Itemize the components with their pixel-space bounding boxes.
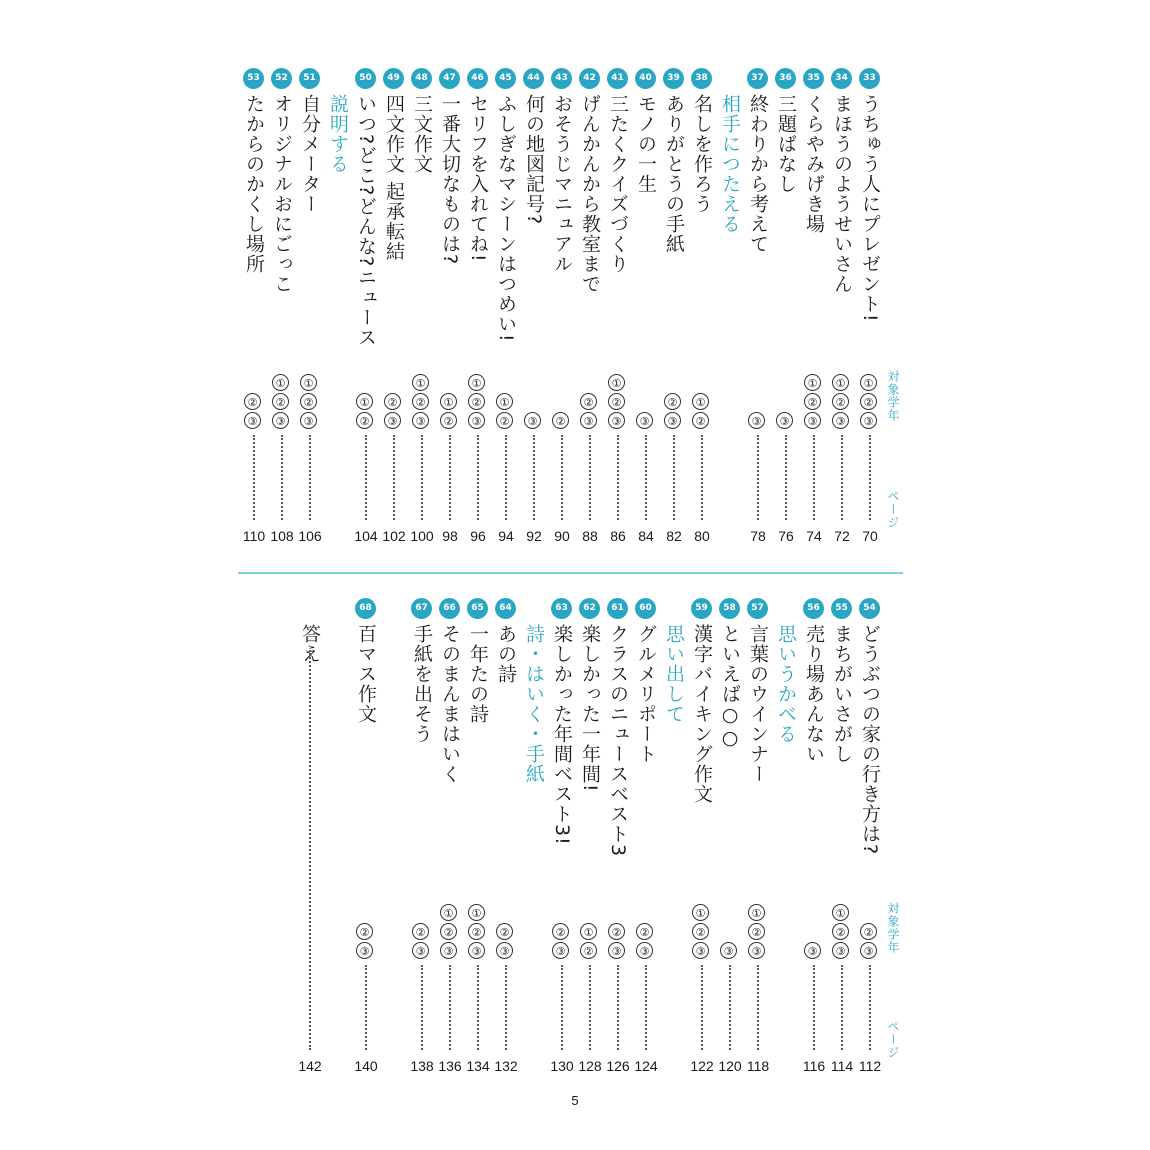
page-number: 5 bbox=[571, 1093, 579, 1108]
grade-2-mark: ② bbox=[608, 393, 625, 410]
toc-entry bbox=[857, 60, 883, 560]
grade-3-mark: ③ bbox=[412, 412, 429, 429]
section-title: 思い出して bbox=[663, 624, 685, 724]
grade-2-mark: ② bbox=[244, 393, 261, 410]
grade-3-mark: ③ bbox=[804, 942, 821, 959]
leader-dots bbox=[365, 965, 367, 1050]
page-ref: 82 bbox=[666, 528, 682, 544]
section-title: 相手につたえる bbox=[719, 94, 741, 234]
grade-3-mark: ③ bbox=[440, 942, 457, 959]
leader-dots bbox=[841, 965, 843, 1050]
section-title: 思いうかべる bbox=[775, 624, 797, 744]
toc-entry bbox=[241, 60, 267, 560]
leader-dots bbox=[309, 435, 311, 520]
grade-1-mark: ① bbox=[356, 393, 373, 410]
page-ref: 108 bbox=[270, 528, 294, 544]
entry-number-badge: 44 bbox=[523, 68, 544, 89]
entry-title: 言葉のウインナー bbox=[747, 624, 769, 784]
leader-dots bbox=[729, 965, 731, 1050]
entry-title: 三題ばなし bbox=[775, 94, 797, 194]
entry-number-badge: 53 bbox=[243, 68, 264, 89]
section-divider bbox=[238, 572, 903, 574]
section-heading bbox=[717, 60, 743, 560]
leader-dots bbox=[505, 965, 507, 1050]
page-ref: 84 bbox=[638, 528, 654, 544]
grade-3-mark: ③ bbox=[552, 942, 569, 959]
entry-title: 手紙を出そう bbox=[411, 624, 433, 744]
leader-dots bbox=[673, 435, 675, 520]
entry-title: 一番大切なものは? bbox=[439, 94, 461, 266]
section-title: 詩・はいく・手紙 bbox=[523, 624, 545, 784]
page-ref: 112 bbox=[858, 1058, 882, 1074]
page-ref: 92 bbox=[526, 528, 542, 544]
entry-title: 売り場あんない bbox=[803, 624, 825, 764]
grade-1-mark: ① bbox=[272, 374, 289, 391]
page-ref: 96 bbox=[470, 528, 486, 544]
entry-title: 楽しかった年間ベスト3! bbox=[551, 624, 573, 846]
entry-title: 一年たの詩 bbox=[467, 624, 489, 724]
leader-dots bbox=[589, 965, 591, 1050]
entry-title: オリジナルおにごっこ bbox=[271, 94, 293, 294]
entry-number-badge: 48 bbox=[411, 68, 432, 89]
grade-2-mark: ② bbox=[580, 942, 597, 959]
grade-1-mark: ① bbox=[860, 374, 877, 391]
grade-2-mark: ② bbox=[300, 393, 317, 410]
page-ref: 136 bbox=[438, 1058, 462, 1074]
grade-2-mark: ② bbox=[664, 393, 681, 410]
entry-number-badge: 64 bbox=[495, 598, 516, 619]
leader-dots bbox=[505, 435, 507, 520]
page-ref: 142 bbox=[298, 1058, 322, 1074]
grade-3-mark: ③ bbox=[748, 412, 765, 429]
entry-number-badge: 65 bbox=[467, 598, 488, 619]
toc-entry bbox=[381, 60, 407, 560]
entry-title: あの詩 bbox=[495, 624, 517, 684]
entry-number-badge: 49 bbox=[383, 68, 404, 89]
toc-entry bbox=[521, 60, 547, 560]
leader-dots bbox=[561, 965, 563, 1050]
leader-dots bbox=[617, 965, 619, 1050]
page-ref: 74 bbox=[806, 528, 822, 544]
entry-number-badge: 45 bbox=[495, 68, 516, 89]
toc-entry bbox=[437, 590, 463, 1090]
leader-dots bbox=[701, 435, 703, 520]
grade-2-mark: ② bbox=[356, 412, 373, 429]
page-ref: 130 bbox=[550, 1058, 574, 1074]
leader-dots bbox=[617, 435, 619, 520]
toc-entry bbox=[409, 590, 435, 1090]
page-ref: 110 bbox=[242, 528, 266, 544]
leader-dots bbox=[477, 435, 479, 520]
entry-title: 名しを作ろう bbox=[691, 94, 713, 214]
toc-entry bbox=[493, 590, 519, 1090]
grade-1-mark: ① bbox=[748, 904, 765, 921]
page-ref: 128 bbox=[578, 1058, 602, 1074]
toc-entry bbox=[353, 590, 379, 1090]
entry-number-badge: 38 bbox=[691, 68, 712, 89]
toc-entry bbox=[605, 590, 631, 1090]
grade-1-mark: ① bbox=[832, 904, 849, 921]
page-ref: 102 bbox=[382, 528, 406, 544]
page-ref: 124 bbox=[634, 1058, 658, 1074]
grade-1-mark: ① bbox=[412, 374, 429, 391]
grade-2-mark: ② bbox=[832, 393, 849, 410]
grade-3-mark: ③ bbox=[748, 942, 765, 959]
grade-2-mark: ② bbox=[580, 393, 597, 410]
leader-dots bbox=[813, 435, 815, 520]
entry-title: 三文作文 bbox=[411, 94, 433, 174]
answers-entry bbox=[297, 590, 323, 1090]
grade-3-mark: ③ bbox=[636, 412, 653, 429]
toc-entry bbox=[577, 590, 603, 1090]
toc-entry bbox=[689, 60, 715, 560]
grade-2-mark: ② bbox=[412, 923, 429, 940]
page-ref: 106 bbox=[298, 528, 322, 544]
grade-2-mark: ② bbox=[692, 412, 709, 429]
entry-title: たからのかくし場所 bbox=[243, 94, 265, 274]
page-header: ページ bbox=[886, 1020, 900, 1059]
toc-entry bbox=[773, 60, 799, 560]
grade-3-mark: ③ bbox=[664, 412, 681, 429]
grade-2-mark: ② bbox=[440, 412, 457, 429]
toc-entry bbox=[297, 60, 323, 560]
grade-3-mark: ③ bbox=[300, 412, 317, 429]
page-ref: 86 bbox=[610, 528, 626, 544]
grade-3-mark: ③ bbox=[804, 412, 821, 429]
section-heading bbox=[325, 60, 351, 560]
leader-dots bbox=[645, 435, 647, 520]
entry-title: げんかんから教室まで bbox=[579, 94, 601, 294]
entry-number-badge: 46 bbox=[467, 68, 488, 89]
entry-title: セリフを入れてね! bbox=[467, 94, 489, 263]
grade-3-mark: ③ bbox=[776, 412, 793, 429]
grade-2-mark: ② bbox=[272, 393, 289, 410]
grade-1-mark: ① bbox=[804, 374, 821, 391]
leader-dots bbox=[757, 435, 759, 520]
toc-entry bbox=[633, 60, 659, 560]
entry-title: 三たくクイズづくり bbox=[607, 94, 629, 274]
grade-3-mark: ③ bbox=[412, 942, 429, 959]
grade-2-mark: ② bbox=[748, 923, 765, 940]
grade-2-mark: ② bbox=[496, 412, 513, 429]
entry-number-badge: 34 bbox=[831, 68, 852, 89]
leader-dots bbox=[421, 965, 423, 1050]
grade-3-mark: ③ bbox=[636, 942, 653, 959]
toc-bottom-half bbox=[0, 590, 1150, 1090]
entry-number-badge: 63 bbox=[551, 598, 572, 619]
toc-entry bbox=[857, 590, 883, 1090]
grade-3-mark: ③ bbox=[608, 942, 625, 959]
toc-entry bbox=[689, 590, 715, 1090]
entry-title: 何の地図記号? bbox=[523, 94, 545, 226]
page-ref: 70 bbox=[862, 528, 878, 544]
entry-number-badge: 42 bbox=[579, 68, 600, 89]
leader-dots bbox=[841, 435, 843, 520]
page-ref: 104 bbox=[354, 528, 378, 544]
toc-entry bbox=[633, 590, 659, 1090]
grade-2-mark: ② bbox=[608, 923, 625, 940]
grade-2-mark: ② bbox=[384, 393, 401, 410]
entry-title: クラスのニュースベスト3 bbox=[607, 624, 629, 858]
grade-2-mark: ② bbox=[468, 923, 485, 940]
toc-entry bbox=[465, 590, 491, 1090]
entry-title: まちがいさがし bbox=[831, 624, 853, 764]
page-ref: 134 bbox=[466, 1058, 490, 1074]
section-heading bbox=[521, 590, 547, 1090]
leader-dots bbox=[785, 435, 787, 520]
page-ref: 88 bbox=[582, 528, 598, 544]
grade-1-mark: ① bbox=[608, 374, 625, 391]
page-ref: 76 bbox=[778, 528, 794, 544]
page-header: ページ bbox=[886, 490, 900, 529]
toc-entry bbox=[437, 60, 463, 560]
entry-title: どうぶつの家の行き方は? bbox=[859, 624, 881, 856]
entry-title: うちゅう人にプレゼント! bbox=[859, 94, 881, 323]
entry-number-badge: 37 bbox=[747, 68, 768, 89]
grade-3-mark: ③ bbox=[860, 412, 877, 429]
grade-2-mark: ② bbox=[860, 393, 877, 410]
toc-entry bbox=[549, 60, 575, 560]
grade-3-mark: ③ bbox=[384, 412, 401, 429]
toc-entry bbox=[801, 590, 827, 1090]
grade-2-mark: ② bbox=[412, 393, 429, 410]
entry-number-badge: 39 bbox=[663, 68, 684, 89]
toc-entry bbox=[409, 60, 435, 560]
grade-2-mark: ② bbox=[496, 923, 513, 940]
leader-dots bbox=[449, 435, 451, 520]
page-ref: 140 bbox=[354, 1058, 378, 1074]
entry-number-badge: 61 bbox=[607, 598, 628, 619]
entry-number-badge: 52 bbox=[271, 68, 292, 89]
entry-number-badge: 59 bbox=[691, 598, 712, 619]
grade-3-mark: ③ bbox=[580, 412, 597, 429]
grade-1-mark: ① bbox=[300, 374, 317, 391]
entry-title: おそうじマニュアル bbox=[551, 94, 573, 274]
toc-entry bbox=[717, 590, 743, 1090]
toc-entry bbox=[269, 60, 295, 560]
entry-number-badge: 51 bbox=[299, 68, 320, 89]
grade-1-mark: ① bbox=[468, 374, 485, 391]
leader-dots bbox=[757, 965, 759, 1050]
toc-entry bbox=[353, 60, 379, 560]
section-heading bbox=[661, 590, 687, 1090]
grade-3-mark: ③ bbox=[832, 412, 849, 429]
page-ref: 126 bbox=[606, 1058, 630, 1074]
entry-title: まほうのようせいさん bbox=[831, 94, 853, 294]
grade-header: 対象学年 bbox=[886, 902, 900, 954]
grade-3-mark: ③ bbox=[468, 412, 485, 429]
leader-dots bbox=[645, 965, 647, 1050]
grade-3-mark: ③ bbox=[524, 412, 541, 429]
page-ref: 72 bbox=[834, 528, 850, 544]
grade-2-mark: ② bbox=[692, 923, 709, 940]
entry-number-badge: 67 bbox=[411, 598, 432, 619]
grade-3-mark: ③ bbox=[272, 412, 289, 429]
leader-dots bbox=[253, 435, 255, 520]
grade-1-mark: ① bbox=[692, 904, 709, 921]
entry-number-badge: 47 bbox=[439, 68, 460, 89]
toc-entry bbox=[745, 60, 771, 560]
entry-title: 漢字バイキング作文 bbox=[691, 624, 713, 804]
grade-2-mark: ② bbox=[860, 923, 877, 940]
leader-dots bbox=[281, 435, 283, 520]
entry-number-badge: 58 bbox=[719, 598, 740, 619]
grade-1-mark: ① bbox=[692, 393, 709, 410]
grade-2-mark: ② bbox=[440, 923, 457, 940]
entry-number-badge: 35 bbox=[803, 68, 824, 89]
page-ref: 80 bbox=[694, 528, 710, 544]
leader-dots bbox=[813, 965, 815, 1050]
toc-entry bbox=[549, 590, 575, 1090]
page-ref: 94 bbox=[498, 528, 514, 544]
grade-2-mark: ② bbox=[832, 923, 849, 940]
entry-title: 百マス作文 bbox=[355, 624, 377, 724]
grade-1-mark: ① bbox=[440, 904, 457, 921]
entry-number-badge: 68 bbox=[355, 598, 376, 619]
leader-dots bbox=[365, 435, 367, 520]
page-ref: 120 bbox=[718, 1058, 742, 1074]
toc-entry bbox=[577, 60, 603, 560]
page-ref: 90 bbox=[554, 528, 570, 544]
leader-dots bbox=[393, 435, 395, 520]
entry-number-badge: 33 bbox=[859, 68, 880, 89]
page-ref: 100 bbox=[410, 528, 434, 544]
entry-title: くらやみげき場 bbox=[803, 94, 825, 234]
toc-top-half bbox=[0, 60, 1150, 560]
grade-3-mark: ③ bbox=[244, 412, 261, 429]
entry-title: いつ?どこ?どんな?ニュース bbox=[355, 94, 377, 348]
grade-header: 対象学年 bbox=[886, 370, 900, 422]
entry-title: グルメリポート bbox=[635, 624, 657, 764]
toc-entry bbox=[605, 60, 631, 560]
grade-1-mark: ① bbox=[832, 374, 849, 391]
grade-3-mark: ③ bbox=[356, 942, 373, 959]
entry-number-badge: 50 bbox=[355, 68, 376, 89]
entry-title: そのまんまはいく bbox=[439, 624, 461, 784]
page-ref: 122 bbox=[690, 1058, 714, 1074]
grade-3-mark: ③ bbox=[608, 412, 625, 429]
leader-dots bbox=[869, 435, 871, 520]
entry-number-badge: 57 bbox=[747, 598, 768, 619]
section-heading bbox=[773, 590, 799, 1090]
toc-entry bbox=[829, 60, 855, 560]
grade-2-mark: ② bbox=[552, 412, 569, 429]
toc-entry bbox=[745, 590, 771, 1090]
grade-2-mark: ② bbox=[468, 393, 485, 410]
grade-3-mark: ③ bbox=[468, 942, 485, 959]
entry-number-badge: 56 bbox=[803, 598, 824, 619]
entry-title: 自分メーター bbox=[299, 94, 321, 214]
leader-dots bbox=[869, 965, 871, 1050]
entry-number-badge: 55 bbox=[831, 598, 852, 619]
grade-1-mark: ① bbox=[496, 393, 513, 410]
entry-title: 答え bbox=[299, 624, 321, 664]
entry-number-badge: 54 bbox=[859, 598, 880, 619]
leader-dots bbox=[701, 965, 703, 1050]
entry-title: 楽しかった一年間! bbox=[579, 624, 601, 793]
entry-title: といえば○○ bbox=[719, 624, 741, 750]
entry-number-badge: 41 bbox=[607, 68, 628, 89]
entry-number-badge: 66 bbox=[439, 598, 460, 619]
grade-1-mark: ① bbox=[580, 923, 597, 940]
grade-3-mark: ③ bbox=[496, 942, 513, 959]
entry-number-badge: 40 bbox=[635, 68, 656, 89]
page-ref: 114 bbox=[830, 1058, 854, 1074]
grade-2-mark: ② bbox=[636, 923, 653, 940]
leader-dots bbox=[561, 435, 563, 520]
page-ref: 138 bbox=[410, 1058, 434, 1074]
page-ref: 98 bbox=[442, 528, 458, 544]
leader-dots bbox=[421, 435, 423, 520]
leader-dots bbox=[449, 965, 451, 1050]
page-ref: 116 bbox=[802, 1058, 826, 1074]
entry-title: 四文作文 起承転結 bbox=[383, 94, 405, 262]
page-ref: 118 bbox=[746, 1058, 770, 1074]
grade-1-mark: ① bbox=[468, 904, 485, 921]
grade-2-mark: ② bbox=[552, 923, 569, 940]
entry-title: モノの一生 bbox=[635, 94, 657, 194]
entry-number-badge: 36 bbox=[775, 68, 796, 89]
leader-dots bbox=[309, 650, 311, 1050]
grade-3-mark: ③ bbox=[720, 942, 737, 959]
grade-1-mark: ① bbox=[440, 393, 457, 410]
grade-3-mark: ③ bbox=[860, 942, 877, 959]
entry-number-badge: 62 bbox=[579, 598, 600, 619]
section-title: 説明する bbox=[327, 94, 349, 174]
grade-2-mark: ② bbox=[804, 393, 821, 410]
grade-3-mark: ③ bbox=[692, 942, 709, 959]
entry-number-badge: 60 bbox=[635, 598, 656, 619]
toc-entry bbox=[465, 60, 491, 560]
toc-entry bbox=[829, 590, 855, 1090]
leader-dots bbox=[589, 435, 591, 520]
page-ref: 132 bbox=[494, 1058, 518, 1074]
toc-entry bbox=[493, 60, 519, 560]
page-ref: 78 bbox=[750, 528, 766, 544]
entry-title: ありがとうの手紙 bbox=[663, 94, 685, 254]
grade-2-mark: ② bbox=[356, 923, 373, 940]
entry-title: ふしぎなマシーンはつめい! bbox=[495, 94, 517, 343]
grade-3-mark: ③ bbox=[832, 942, 849, 959]
leader-dots bbox=[477, 965, 479, 1050]
toc-entry bbox=[801, 60, 827, 560]
entry-number-badge: 43 bbox=[551, 68, 572, 89]
leader-dots bbox=[533, 435, 535, 520]
entry-title: 終わりから考えて bbox=[747, 94, 769, 254]
toc-entry bbox=[661, 60, 687, 560]
